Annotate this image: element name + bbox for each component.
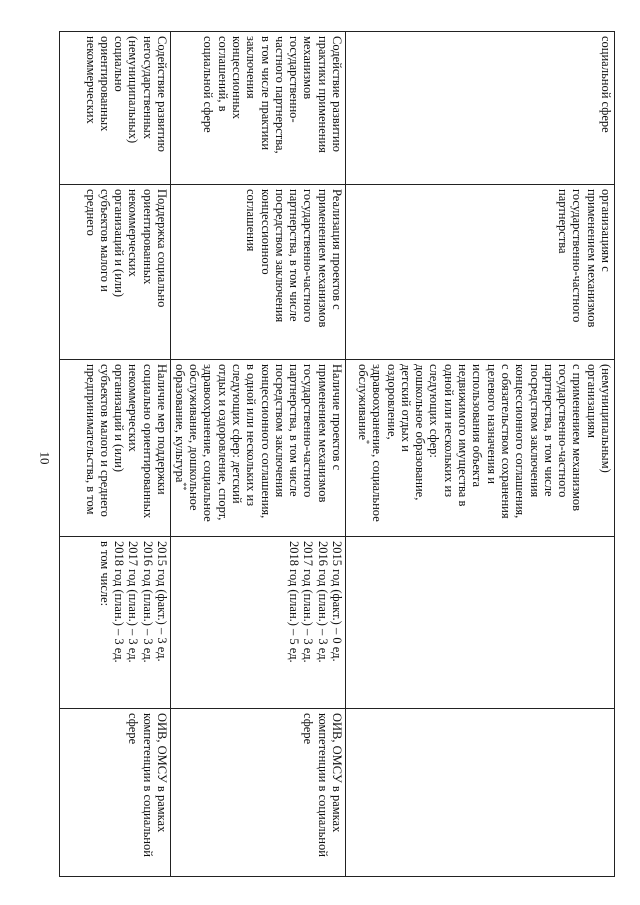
text-line: соглашения [244,189,259,252]
text-line: 2017 год (план.) – 3 ед. [126,541,141,663]
text-line: посредством заключения [527,364,542,498]
text-line: государственно-частного [570,189,585,323]
text-line: ориентированных [97,36,112,132]
text-line: государственно-частного [301,189,316,323]
text-line: дошкольное образование, [413,364,428,501]
text-line: в том числе практики [258,36,273,151]
text-line: Поддержка социально [155,189,169,308]
text-line: в одной или нескольких из [244,364,259,507]
text-line: некоммерческих [83,36,98,124]
text-line: организациям [584,364,599,439]
text-line: социальной сфере [201,36,216,133]
text-line: партнерства, в том числе [541,364,556,497]
indicator-cell [171,360,346,537]
text-line: обслуживание* [355,364,372,445]
measure-cell [171,185,346,360]
text-line: компетенции в социальной [140,713,155,857]
text-line: ориентированных [140,189,155,285]
text-line: субъектов малого и [97,189,112,292]
task-cell [60,32,171,185]
text-line: социальной сфере [599,36,613,133]
text-line: партнерства, в том числе [287,364,302,497]
text-line: ОИВ, ОМСУ в рамках [330,713,344,833]
table-row [60,32,171,877]
text-line: применением механизмов [315,364,330,503]
text-line: 2018 год (план.) – 3 ед. [112,541,127,663]
text-line: среднего [83,189,98,236]
text-line: Наличие проектов с [330,364,344,471]
text-line: государственно-частного [301,364,316,498]
text-line: образование, культура** [172,364,188,491]
plan-table [59,31,615,877]
text-line: в том числе: [97,541,112,607]
text-line: Наличие мер поддержки [155,364,169,495]
text-line: Содействие развитию [155,36,169,152]
text-line: детский отдых и [398,364,413,452]
task-cell [171,32,346,185]
text-line: следующих сфер: детский [229,364,244,504]
text-line: оздоровление, [384,364,399,440]
text-line: применением механизмов [315,189,330,328]
footnote-mark: * [362,440,372,445]
text-line: 2015 год (факт.) – 0 ед. [330,541,344,662]
text-line: следующих сфер: [427,364,442,458]
text-line: 2016 год (план.) – 3 ед. [315,541,330,663]
text-line: Реализация проектов с [330,189,344,310]
text-line: механизмов [301,36,316,100]
indicator-cell [346,360,615,537]
table-row [346,32,615,877]
task-cell [346,32,615,185]
text-line: социально ориентированных [140,364,155,519]
text-line: некоммерческих [126,189,141,277]
text-line: здравоохранение, социальное [201,364,216,522]
text-line: ОИВ, ОМСУ в рамках [155,713,169,833]
values-cell [346,537,615,709]
text-line: с применением механизмов [570,364,585,512]
text-line: целевого назначения и [484,364,499,484]
text-line: 2016 год (план.) – 3 ед. [140,541,155,663]
text-line: компетенции в социальной [315,713,330,857]
text-line: Содействие развитию [330,36,344,152]
text-line: 2017 год (план.) – 3 ед. [301,541,316,663]
text-line: некоммерческих [126,364,141,452]
text-line: здравоохранение, социальное [370,364,385,522]
text-line: обслуживание, дошкольное [187,364,202,511]
measure-cell [60,185,171,360]
text-line: партнерства, в том числе [287,189,302,322]
text-line: (немуниципальных) [126,36,141,144]
text-line: заключения [244,36,259,99]
text-line: 2018 год (план.) – 5 ед. [287,541,302,663]
rotated-page-content [60,31,615,876]
text-line: концессионного соглашения, [513,364,528,519]
indicator-cell [60,360,171,537]
text-line: частного партнерства, [272,36,287,154]
text-line: использования объекта [470,364,485,487]
page-number: 10 [37,451,53,465]
text-line: посредством заключения [272,364,287,498]
text-line: концессионного [258,189,273,275]
text-line: 2015 год (факт.) – 3 ед. [155,541,169,662]
text-line: одной или нескольких из [441,364,456,498]
text-line: применением механизмов [584,189,599,328]
text-line: организаций и (или) [112,364,127,472]
text-line: организациям с [599,189,613,272]
text-line: сфере [301,713,316,745]
text-line: сфере [126,713,141,745]
text-line: концессионного соглашения, [258,364,273,519]
text-line: отдых и оздоровление, спорт, [215,364,230,521]
values-cell [171,537,346,709]
measure-cell [346,185,615,360]
footnote-mark: ** [178,482,188,491]
responsible-cell [346,709,615,877]
values-cell [60,537,171,709]
responsible-cell [171,709,346,877]
table-row [171,32,346,877]
text-line: предпринимательства, в том [83,364,98,515]
text-line: с обязательством сохранения [498,364,513,519]
text-line: (немуниципальным) [599,364,613,473]
text-line: организаций и (или) [112,189,127,297]
text-line: практики применения [315,36,330,153]
text-line: негосударственных [140,36,155,140]
text-line: концессионных [229,36,244,119]
responsible-cell [60,709,171,877]
text-line: недвижимого имущества в [456,364,471,507]
text-line: социально [112,36,127,92]
text-line: соглашений, в [215,36,230,112]
text-line: субъектов малого и среднего [97,364,112,517]
text-line: государственно- [287,36,302,123]
text-line: партнерства [556,189,571,254]
text-line: посредством заключения [272,189,287,323]
text-line: государственно-частного [556,364,571,498]
